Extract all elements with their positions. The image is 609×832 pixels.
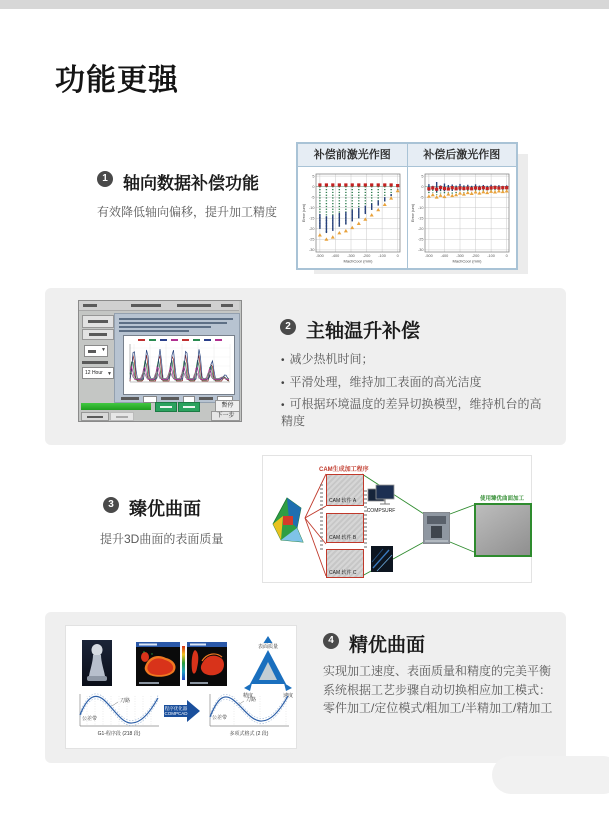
section3-title: 臻优曲面 (129, 499, 201, 519)
machine-ui-titlebar (79, 301, 239, 311)
interval-value: 12 Hour (85, 370, 103, 376)
svg-text:-500: -500 (425, 254, 433, 258)
laser-chart-before (301, 170, 404, 265)
temperature-wave-chart (123, 335, 235, 395)
chart-caption: G1-程序段 (218 段) (97, 731, 141, 737)
text-placeholder (82, 361, 108, 364)
section4-title: 精优曲面 (349, 635, 426, 656)
heatmap-colorbar (182, 646, 185, 680)
svg-text:MachCoor (mm): MachCoor (mm) (343, 258, 373, 264)
svg-text:5: 5 (312, 174, 315, 179)
compsurf-monitors (367, 484, 395, 506)
svg-text:-400: -400 (331, 254, 339, 258)
section2-number-badge: 2 (280, 319, 296, 335)
balance-triangle-diagram (244, 636, 292, 694)
heatmap-after (187, 642, 227, 686)
svg-text:-200: -200 (472, 254, 480, 258)
disabled-button (110, 412, 134, 421)
cam-3d-model (267, 494, 307, 546)
svg-text:Error (um): Error (um) (300, 203, 306, 223)
laser-chart-before-cell (298, 167, 408, 268)
result-label: 使用臻优曲面加工 (479, 496, 524, 502)
laser-panel-body (298, 167, 516, 268)
cam-software-b-box: CAM 软件 B (326, 513, 364, 543)
heatmap-before (136, 642, 180, 686)
arrow-line1: 程序优化器 (164, 706, 188, 711)
compsurf-label: COMPSURF (366, 508, 396, 514)
toolpath-chart-before (74, 692, 162, 738)
svg-text:-15: -15 (308, 216, 315, 221)
text-placeholder (83, 304, 97, 307)
svg-text:0: 0 (505, 254, 508, 258)
laser-header-after: 补偿后激光作图 (423, 149, 501, 161)
svg-text:-15: -15 (418, 216, 424, 221)
toolpath-chart-after (204, 692, 292, 738)
green-action-button (178, 402, 200, 412)
cam-workflow-diagram (262, 455, 532, 583)
section2-title: 主轴温升补偿 (306, 321, 421, 342)
svg-text:MachCoor (mm): MachCoor (mm) (452, 258, 482, 264)
section1-title: 轴向数据补偿功能 (123, 174, 259, 193)
svg-text:-10: -10 (308, 206, 315, 211)
svg-text:-5: -5 (310, 195, 315, 200)
svg-text:-5: -5 (420, 195, 424, 200)
svg-text:Error (um): Error (um) (410, 203, 416, 223)
laser-panel-header (298, 144, 516, 167)
optimized-surface-sample (474, 503, 532, 557)
surface-illustration-panel (65, 625, 297, 749)
pause-button: 暫停 (215, 400, 240, 413)
laser-comparison-panel (296, 142, 518, 270)
svg-text:5: 5 (421, 174, 424, 179)
vertical-caption-bar (320, 484, 323, 552)
machining-detail-photo (371, 546, 393, 572)
path-label: 刀路 (120, 698, 131, 704)
svg-text:-20: -20 (308, 227, 315, 232)
svg-text:-200: -200 (362, 254, 371, 258)
svg-text:-300: -300 (456, 254, 465, 258)
cam-software-c-box: CAM 软件 C (326, 549, 364, 578)
triangle-right-label: 速度 (282, 693, 293, 699)
path-label: 刀路 (246, 697, 257, 703)
svg-text:-10: -10 (418, 206, 424, 211)
svg-text:0: 0 (421, 184, 424, 189)
svg-text:-400: -400 (440, 254, 449, 258)
section1-subtitle: 有效降低轴向偏移，提升加工精度 (97, 205, 278, 219)
compcad-arrow (164, 700, 200, 722)
text-placeholder (131, 304, 161, 307)
arrow-line2: COMPCAD (164, 711, 188, 716)
band-label: 公差带 (212, 715, 228, 721)
section1-number-badge: 1 (97, 171, 113, 187)
green-action-button (155, 402, 177, 412)
svg-text:-25: -25 (418, 237, 424, 242)
section2-bullet: • 减少热机时间； (281, 350, 553, 367)
svg-text:-100: -100 (487, 254, 496, 258)
text-placeholder (177, 304, 211, 307)
svg-text:-20: -20 (418, 227, 424, 232)
laser-chart-after (410, 170, 513, 265)
section3-subtitle: 提升3D曲面的表面质量 (100, 532, 224, 546)
laser-header-before: 补偿前激光作图 (298, 144, 408, 166)
section2-bullet: • 平滑处理，维持加工表面的高光洁度 (281, 373, 553, 390)
model-train-button (82, 315, 114, 328)
text-placeholder (221, 304, 233, 307)
section3-number-badge: 3 (103, 497, 119, 513)
triangle-top-label: 表面质量 (257, 644, 279, 650)
svg-text:0: 0 (396, 254, 399, 258)
workpiece-photo (82, 640, 112, 686)
chart-caption: 多项式格式 (2 段) (229, 731, 269, 737)
svg-text:-300: -300 (346, 254, 355, 258)
interval-dropdown: 12 Hour ▼ (82, 367, 114, 379)
progress-bar (81, 403, 151, 410)
cam-software-a-box: CAM 软件 A (326, 474, 364, 506)
section4-line: 零件加工/定位模式/粗加工/半精加工/精加工 (323, 701, 553, 715)
page-title: 功能更强 (55, 64, 179, 97)
next-step-button: 下一步 (211, 411, 240, 421)
svg-text:-500: -500 (315, 254, 324, 258)
machine-ui-screenshot (78, 300, 242, 422)
triangle-left-label: 精度 (242, 693, 253, 699)
machine-interior-photo (423, 512, 450, 544)
cam-top-label: CAM生成加工程序 (319, 467, 369, 473)
band-label: 公差带 (82, 716, 98, 722)
svg-text:-100: -100 (378, 254, 386, 258)
svg-text:0: 0 (312, 184, 315, 189)
section4-line: 实现加工速度、表面质量和精度的完美平衡 (323, 664, 552, 678)
section2-bullet: • 可根据环境温度的差异切换模型，维持机台的高精度 (281, 395, 553, 429)
machine-ui-main-panel (114, 313, 240, 403)
bottom-left-button (81, 412, 109, 421)
svg-text:-30: -30 (308, 248, 315, 253)
small-dropdown: ▼ (84, 345, 108, 357)
section4-line: 系统根据工艺步骤自动切换相应加工模式： (323, 683, 552, 697)
setting-button (82, 329, 114, 340)
corner-decoration (492, 756, 609, 794)
svg-text:-30: -30 (418, 248, 424, 253)
top-strip (0, 0, 609, 9)
section4-number-badge: 4 (323, 633, 339, 649)
svg-text:-25: -25 (308, 237, 315, 242)
laser-chart-after-cell (408, 167, 517, 268)
